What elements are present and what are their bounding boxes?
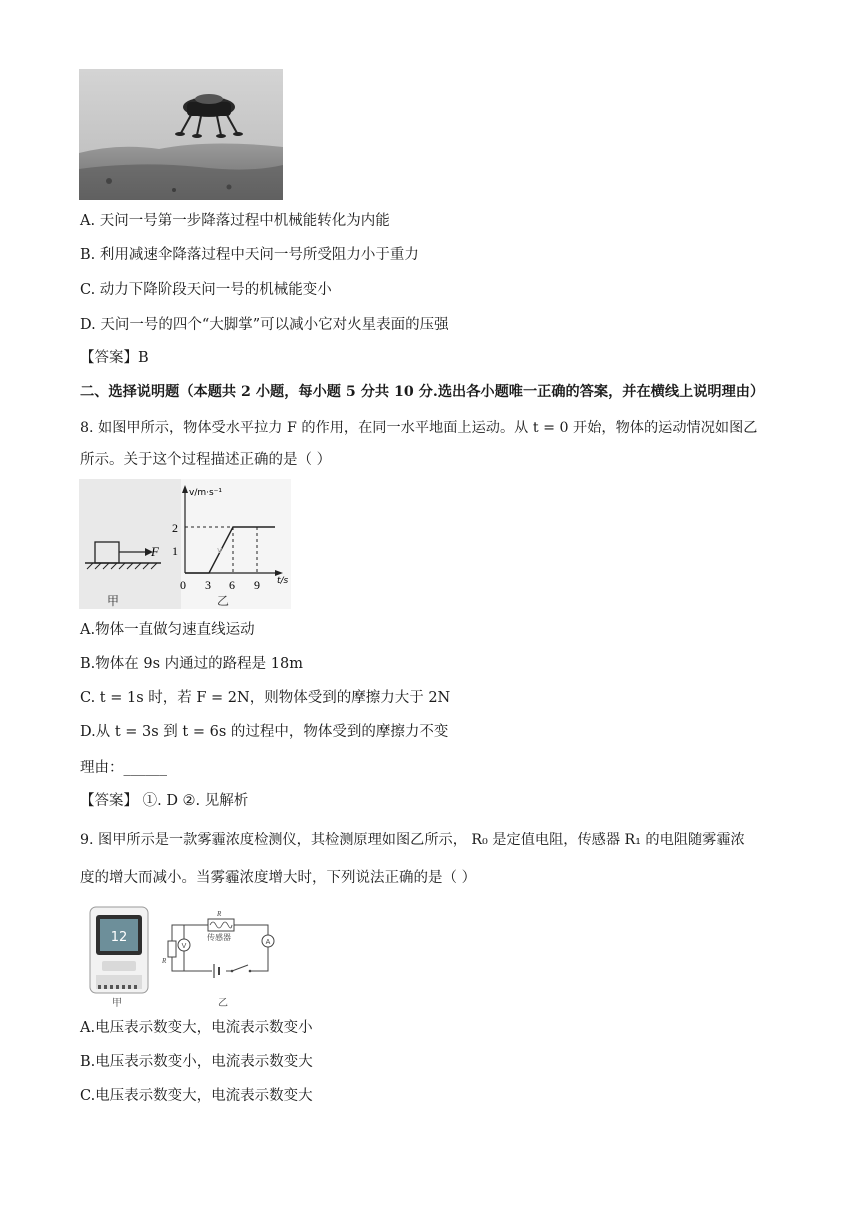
q8-option-a: A.物体一直做匀速直线运动 [80, 622, 255, 638]
q8-option-c: C. t = 1s 时，若 F = 2N，则物体受到的摩擦力大于 2N [80, 690, 451, 706]
q7-option-a: A. 天问一号第一步降落过程中机械能转化为内能 [80, 213, 390, 229]
q8-reason: 理由：______ [80, 760, 167, 776]
fig-jia-label-9: 甲 [112, 998, 122, 1009]
q7-option-d: D. 天问一号的四个“大脚掌”可以减小它对火星表面的压强 [80, 317, 449, 333]
y-axis-label: v/m·s⁻¹ [189, 488, 223, 498]
q9-stem-line1: 9. 图甲所示是一款雾霾浓度检测仪，其检测原理如图乙所示， R₀ 是定值电阻，传感器 R₁ 的电阻随雾霾浓 [80, 832, 745, 848]
y-tick-1: 1 [172, 544, 178, 558]
x-tick-6: 6 [229, 578, 235, 592]
q9-figure [86, 903, 278, 1009]
x-tick-9: 9 [254, 578, 260, 592]
resistor-label: R [162, 957, 167, 965]
detector-display-value: 12 [110, 930, 128, 945]
q7-option-b: B. 利用减速伞降落过程中天问一号所受阻力小于重力 [80, 247, 419, 263]
lander-photo [79, 69, 283, 200]
q8-answer: 【答案】 ①. D ②. 见解析 [80, 793, 249, 809]
fig-yi-label: 乙 [217, 594, 230, 608]
q8-option-d: D.从 t = 3s 到 t = 6s 的过程中，物体受到的摩擦力不变 [80, 724, 449, 740]
sensor-r1 [208, 919, 234, 931]
q8-option-b: B.物体在 9s 内通过的路程是 18m [80, 656, 303, 672]
q8-stem-line2: 所示。关于这个过程描述正确的是（ ） [80, 452, 332, 468]
sensor-label: 传感器 [207, 933, 231, 942]
x-tick-0: 0 [180, 578, 186, 592]
y-tick-2: 2 [172, 521, 178, 535]
q8-stem-line1: 8. 如图甲所示，物体受水平拉力 F 的作用，在同一水平地面上运动。从 t = 0 开始，物体的运动情况如图乙 [80, 420, 758, 436]
section-2-heading: 二、选择说明题（本题共 2 小题，每小题 5 分共 10 分.选出各小题唯一正确的答案，并在横线上说明理由） [80, 384, 765, 400]
sensor-r-label: R [217, 910, 222, 918]
fig-jia-label: 甲 [107, 594, 120, 608]
q8-figure-jia-panel [79, 479, 181, 609]
q7-answer: 【答案】B [80, 350, 149, 366]
q7-option-c: C. 动力下降阶段天问一号的机械能变小 [80, 282, 332, 298]
v-t-curve-letter: v [217, 546, 223, 556]
q8-figure [79, 479, 291, 609]
q9-stem-line2: 度的增大而减小。当雾霾浓度增大时，下列说法正确的是（ ） [80, 870, 477, 886]
force-label: F [151, 544, 159, 559]
q9-option-c: C.电压表示数变大，电流表示数变大 [80, 1088, 313, 1104]
x-axis-label: t/s [277, 576, 289, 586]
q8-figure-yi-panel [181, 479, 291, 609]
q9-option-a: A.电压表示数变大，电流表示数变小 [80, 1020, 313, 1036]
resistor-r0 [168, 941, 176, 957]
fig-yi-label-9: 乙 [218, 998, 228, 1009]
voltmeter-label: V [181, 943, 187, 950]
x-tick-3: 3 [205, 578, 211, 592]
ammeter-label: A [265, 939, 271, 946]
q9-option-b: B.电压表示数变小，电流表示数变大 [80, 1054, 313, 1070]
